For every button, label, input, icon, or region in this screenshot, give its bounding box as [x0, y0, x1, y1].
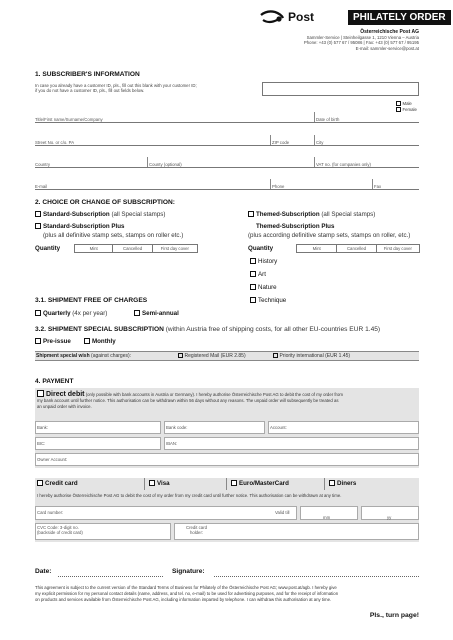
company-block	[304, 29, 419, 51]
post-logo	[259, 9, 339, 25]
quantity-table-right[interactable]	[296, 244, 420, 253]
signature-label: Signature:	[172, 568, 205, 575]
vat-field-label: VAT no. (for companies only)	[316, 162, 371, 167]
theme-nature-option[interactable]: Nature	[250, 284, 277, 291]
valid-month-label: mm	[323, 515, 331, 520]
iban-label: IBAN:	[166, 441, 178, 446]
eurocard-option[interactable]: Euro/MasterCard	[227, 478, 325, 490]
fax-field-label: Fax	[374, 184, 382, 189]
iban-field[interactable]	[164, 437, 419, 450]
customer-id-field[interactable]	[262, 82, 419, 96]
valid-year-label: yy	[387, 515, 392, 520]
theme-history-option[interactable]: History	[250, 258, 277, 265]
legal-text: This agreement is subject to the current version of the Standard Terms of Business for Philately of the Österreichische Post AG; www.post.at/agb. I hereby give my explicit permission for my personal contact details (name, address, and tel. no, e-mail) to be used for advertising purposes, and for the receipt of information on products and services available from Österreichische Post AG, including information imparted by telephone. I can withdraw this authorisation at any time.	[35, 585, 339, 602]
pre-issue-option[interactable]: Pre-issue	[35, 338, 71, 345]
section32-title: 3.2. SHIPMENT SPECIAL SUBSCRIPTION (within Austria free of shipping costs, for all other EU-countries EUR 1.45)	[35, 326, 381, 333]
gender-options	[396, 101, 417, 113]
section1-title: 1. SUBSCRIBER'S INFORMATION	[35, 71, 140, 78]
card-number-field[interactable]	[35, 506, 297, 520]
quarterly-option[interactable]: Quarterly (4x per year)	[35, 310, 107, 317]
male-checkbox[interactable]	[396, 101, 401, 106]
turn-page-note: Pls., turn page!	[369, 612, 419, 619]
city-field-label: City	[316, 140, 324, 145]
bic-label: BIC:	[37, 441, 46, 446]
quantity-label-left: Quantity	[35, 245, 61, 252]
page-title: PHILATELY ORDER	[348, 10, 451, 25]
name-field-label: Title/First name/Surname/Company	[35, 117, 103, 122]
owner-account-label: Owner Account:	[37, 457, 68, 462]
visa-option[interactable]: Visa	[145, 478, 227, 490]
card-number-label: Card number:	[37, 510, 64, 515]
signature-field[interactable]	[214, 576, 419, 577]
brand-name: Post	[288, 10, 315, 24]
cvc-label: CVC Code: 3-digit no. (backside of credit card)	[37, 525, 83, 535]
female-label: Female	[402, 107, 417, 113]
standard-subscription-option[interactable]: Standard-Subscription (all Special stamps)	[35, 211, 165, 218]
monthly-checkbox[interactable]	[84, 338, 90, 344]
section1-intro-1: In case you already have a customer ID, pls., fill out this blank with your customer ID;	[35, 83, 197, 88]
themed-subscription-checkbox[interactable]	[248, 211, 254, 217]
monthly-option[interactable]: Monthly	[84, 338, 116, 345]
section31-title: 3.1. SHIPMENT FREE OF CHARGES	[35, 297, 148, 304]
quarterly-checkbox[interactable]	[35, 310, 41, 316]
bank-code-label: Bank code:	[166, 425, 188, 430]
themed-plus-note: (plus according definitive stamp sets, stamps on roller, etc.)	[248, 232, 411, 239]
credit-card-option[interactable]: Credit card	[35, 478, 145, 490]
bank-label: Bank:	[37, 425, 48, 430]
direct-debit-text: Direct debit (only possible with bank accounts in Austria or Germany). I hereby authorise Österreichische Post AG to debit the cost of my order from my bank account until further notice. This authorisation can be withdrawn within 56 days without any reasons. The unpaid order will subsequently be treated as an unpaid order with invoice.	[37, 391, 343, 409]
section4-title: 4. PAYMENT	[35, 378, 74, 385]
special-wish-label: Shipment special wish (against charges):	[36, 353, 132, 359]
dob-field-label: Date of birth	[316, 117, 340, 122]
zip-field-label: ZIP code	[272, 140, 290, 145]
qty-cancelled-left: Cancelled	[112, 245, 151, 252]
country-field-label: Country	[35, 162, 51, 167]
post-horn-icon	[259, 9, 285, 25]
quantity-label-right: Quantity	[248, 245, 274, 252]
phone-field-label: Phone	[272, 184, 285, 189]
account-field[interactable]	[268, 421, 419, 434]
credit-card-text: I hereby authorise Österreichische Post AG to debit the cost of my order from my credit card until further notice. This authorisation can be withdrawn at any time.	[37, 493, 342, 498]
qty-fdc-right: First day cover	[376, 245, 419, 252]
section1-intro-2: if you do not have a customer ID, pls., fill out fields below.	[35, 88, 145, 93]
company-address: Sammler-Service | Steinheilgasse 1, 1210 Vienna – Austria	[306, 35, 419, 40]
owner-account-field[interactable]	[35, 453, 419, 466]
pre-issue-checkbox[interactable]	[35, 338, 41, 344]
qty-cancelled-right: Cancelled	[336, 245, 375, 252]
qty-mint-right: Mint	[312, 246, 321, 251]
themed-plus-option[interactable]: Themed-Subscription Plus	[256, 223, 335, 230]
qty-fdc-left: First day cover	[152, 245, 197, 252]
card-holder-field[interactable]	[174, 523, 419, 540]
valid-till-label: Valid till	[275, 510, 290, 515]
standard-plus-note: (plus all definitive stamp sets, stamps on roller etc.)	[43, 232, 184, 239]
street-field-label: Street No. or c/o. PA	[35, 140, 75, 145]
company-phone: Phone: +43 (0) 577 67 / 95086 | Fax: +43 (0) 577 67 / 95195	[303, 40, 419, 46]
semi-annual-checkbox[interactable]	[134, 310, 140, 316]
male-label: Male	[402, 101, 412, 106]
themed-subscription-option[interactable]: Themed-Subscription (all Special stamps)	[248, 211, 375, 218]
quantity-table-left[interactable]	[74, 244, 198, 253]
bic-field[interactable]	[35, 437, 161, 450]
company-email: E-mail: sammler-service@post.at	[355, 45, 419, 51]
section2-title: 2. CHOICE OR CHANGE OF SUBSCRIPTION:	[35, 199, 175, 206]
qty-mint-left: Mint	[89, 246, 98, 251]
account-label: Account:	[270, 425, 287, 430]
diners-option[interactable]: Diners	[325, 478, 419, 490]
standard-plus-checkbox[interactable]	[35, 223, 41, 229]
direct-debit-checkbox[interactable]	[37, 390, 44, 397]
theme-art-option[interactable]: Art	[250, 271, 266, 278]
company-name: Österreichische Post AG	[360, 29, 419, 35]
semi-annual-option[interactable]: Semi-annual	[134, 310, 179, 317]
female-checkbox[interactable]	[396, 107, 401, 112]
date-label: Date:	[35, 568, 52, 575]
card-type-row	[35, 478, 419, 490]
card-holder-label: Credit card holder:	[186, 525, 208, 535]
standard-subscription-checkbox[interactable]	[35, 211, 41, 217]
theme-technique-option[interactable]: Technique	[250, 297, 286, 304]
email-field-label: E-mail	[35, 184, 48, 189]
bank-field[interactable]	[35, 421, 161, 434]
registered-mail-option[interactable]: Registered Mail (EUR 2.85)	[178, 353, 246, 359]
priority-international-option[interactable]: Priority international (EUR 1.45)	[273, 353, 350, 359]
date-field[interactable]	[58, 576, 163, 577]
county-field-label: County (optional)	[149, 162, 182, 167]
standard-plus-option[interactable]: Standard-Subscription Plus	[35, 223, 124, 230]
